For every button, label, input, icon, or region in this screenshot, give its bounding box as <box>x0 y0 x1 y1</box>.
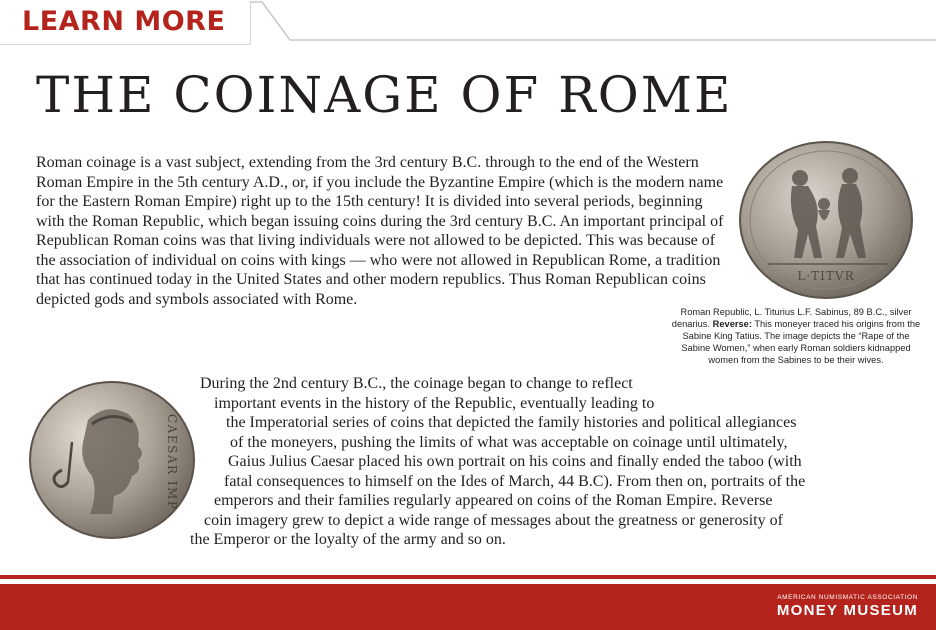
association-name: AMERICAN NUMISMATIC ASSOCIATION <box>777 594 918 601</box>
paragraph-line: coin imagery grew to depict a wide range of messages about the greatness or generosity of <box>204 511 783 529</box>
titurius-denarius-coin-image <box>738 140 914 300</box>
paragraph-line: the Emperor or the loyalty of the army and so on. <box>190 531 506 548</box>
titurius-coin-inscription: L·TITVR <box>797 269 855 283</box>
page-title: THE COINAGE OF ROME <box>36 66 733 124</box>
footer-divider <box>0 575 936 579</box>
caption-part2: This moneyer traced his origins from the Sabine King Tatius. The image depicts the “Rape of the Sabine Women,” when early Roman soldiers kidnapped women from the Sabines to be their wives. <box>681 319 921 365</box>
museum-logo-text: MONEY MUSEUM <box>776 602 918 619</box>
caesar-denarius-coin-image <box>28 380 196 540</box>
caesar-coin-inscription: CAESAR IMP <box>165 414 179 511</box>
paragraph-line: emperors and their families regularly appeared on coins of the Roman Empire. Reverse <box>214 492 773 509</box>
paragraph-line: Gaius Julius Caesar placed his own portrait on his coins and finally ended the taboo (with <box>228 453 802 470</box>
learn-more-label: LEARN MORE <box>22 6 226 37</box>
caption-reverse-label: Reverse: <box>712 319 752 329</box>
paragraph-line: of the moneyers, pushing the limits of what was acceptable on coinage until ultimately, <box>230 433 788 451</box>
second-paragraph <box>190 374 880 550</box>
paragraph-line: the Imperatorial series of coins that depicted the family histories and political allegiances <box>226 414 797 431</box>
paragraph-line: fatal consequences to himself on the Ides of March, 44 B.C). From then on, portraits of the <box>224 472 806 490</box>
intro-paragraph: Roman coinage is a vast subject, extending from the 3rd century B.C. through to the end of the Western Roman Empire in the 5th century A.D., or, if you include the Byzantine Empire (which is the modern name for the Eastern Roman Empire) right up to the 15th century! It is divided into several periods, beginning with the Roman Republic, which began issuing coins during the 3rd century B.C. An important principal of Republican Roman coins was that living individuals were not allowed to be depicted. This was because of the association of individual on coins with kings — who were not allowed in Republican Rome, a tradition that has continued today in the United States and other modern republics. Thus Roman Republican coins depicted gods and symbols associated with Rome. <box>36 154 724 308</box>
caption-part1: Roman Republic, L. Titurius L.F. Sabinus, 89 B.C., silver denarius. <box>671 307 912 329</box>
paragraph-line: During the 2nd century B.C., the coinage began to change to reflect <box>200 375 633 392</box>
paragraph-line: important events in the history of the Republic, eventually leading to <box>214 394 655 412</box>
coin-caption <box>668 306 924 366</box>
